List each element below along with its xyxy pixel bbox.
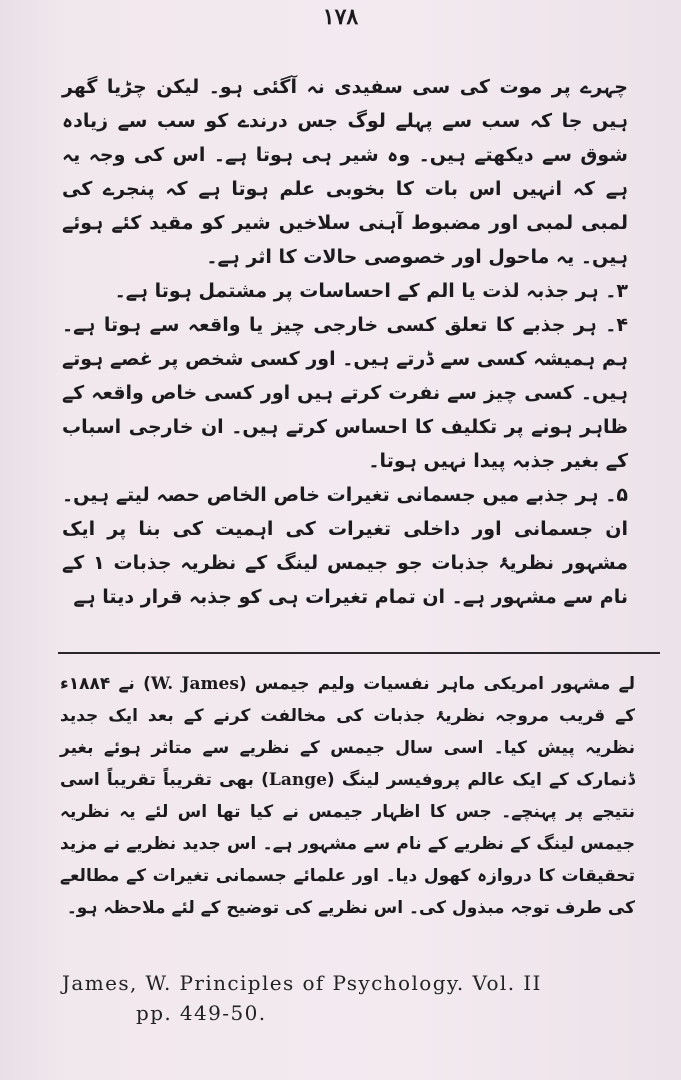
list-item-3: ۳۔ ہر جذبہ لذت یا الم کے احساسات پر مشتمل ہوتا ہے۔ <box>114 280 628 302</box>
footnote <box>60 668 635 924</box>
list-item-4: ۴۔ ہر جذبے کا تعلق کسی خارجی چیز یا واقعہ سے ہوتا ہے۔ ہم ہمیشہ کسی سے ڈرتے ہیں۔ اور کسی شخص پر غصے ہوتے ہیں۔ کسی چیز سے نفرت کرتے ہیں اور کسی خاص واقعہ کے ظاہر ہونے پر تکلیف کا احساس کرتے ہیں۔ ان خارجی اسباب کے بغیر جذبہ پیدا نہیں ہوتا۔ <box>62 314 628 472</box>
paragraph-continuation: چہرے پر موت کی سی سفیدی نہ آگئی ہو۔ لیکن چڑیا گھر ہیں جا کہ سب سے پہلے لوگ جس درندے کو سب سے زیادہ شوق سے دیکھتے ہیں۔ وہ شیر ہی ہوتا ہے۔ اس کی وجہ یہ ہے کہ انہیں اس بات کا بخوبی علم ہوتا ہے کہ پنجرے کی لمبی لمبی اور مضبوط آہنی سلاخیں شیر کو مقید کئے ہوئے ہیں۔ یہ ماحول اور خصوصی حالات کا اثر ہے۔ <box>62 76 628 268</box>
footnote-part-1: لے مشہور امریکی ماہر نفسیات ولیم جیمس ( <box>238 674 635 694</box>
citation <box>62 968 672 1028</box>
page-number: ۱۷۸ <box>322 4 359 30</box>
footnote-part-2: ) نے ۱۸۸۴ء کے قریب مروجہ نظریۂ جذبات کی مخالفت کرنے کے بعد ایک جدید نظریہ پیش کیا۔ اسی سال جیمس کے نظریے سے متاثر ہوئے بغیر ڈنمارک کے ایک عالم پروفیسر لینگ ( <box>60 674 635 790</box>
citation-line-2: pp. 449-50. <box>136 1001 267 1025</box>
footnote-name-lange: Lange <box>268 770 327 790</box>
footnote-name-james: W. James <box>150 674 239 694</box>
list-item-5: ۵۔ ہر جذبے میں جسمانی تغیرات خاص الخاص حصہ لیتے ہیں۔ ان جسمانی اور داخلی تغیرات کی اہمیت کی بنا پر ایک مشہور نظریۂ جذبات جو جیمس لینگ کے نظریہ جذبات ۱ کے نام سے مشہور ہے۔ ان تمام تغیرات ہی کو جذبہ قرار دیتا ہے <box>62 484 628 608</box>
footnote-text <box>60 668 635 924</box>
footnote-divider <box>58 652 660 654</box>
footnote-part-3: ) بھی تقریباً تقریباً اسی نتیجے پر پہنچے۔ جس کا اظہار جیمس نے کیا تھا اس لئے یہ نظریہ جیمس لینگ کے نظریے کے نام سے مشہور ہے۔ اس جدید نظریے نے مزید تحقیقات کا دروازہ کھول دیا۔ اور علمائے جسمانی تغیرات کے مطالعے کی طرف توجہ مبذول کی۔ اس نظریے کی توضیح کے لئے ملاحظہ ہو۔ <box>60 770 635 918</box>
main-text <box>62 70 628 614</box>
citation-line-1: James, W. Principles of Psychology. Vol. II <box>62 971 542 995</box>
